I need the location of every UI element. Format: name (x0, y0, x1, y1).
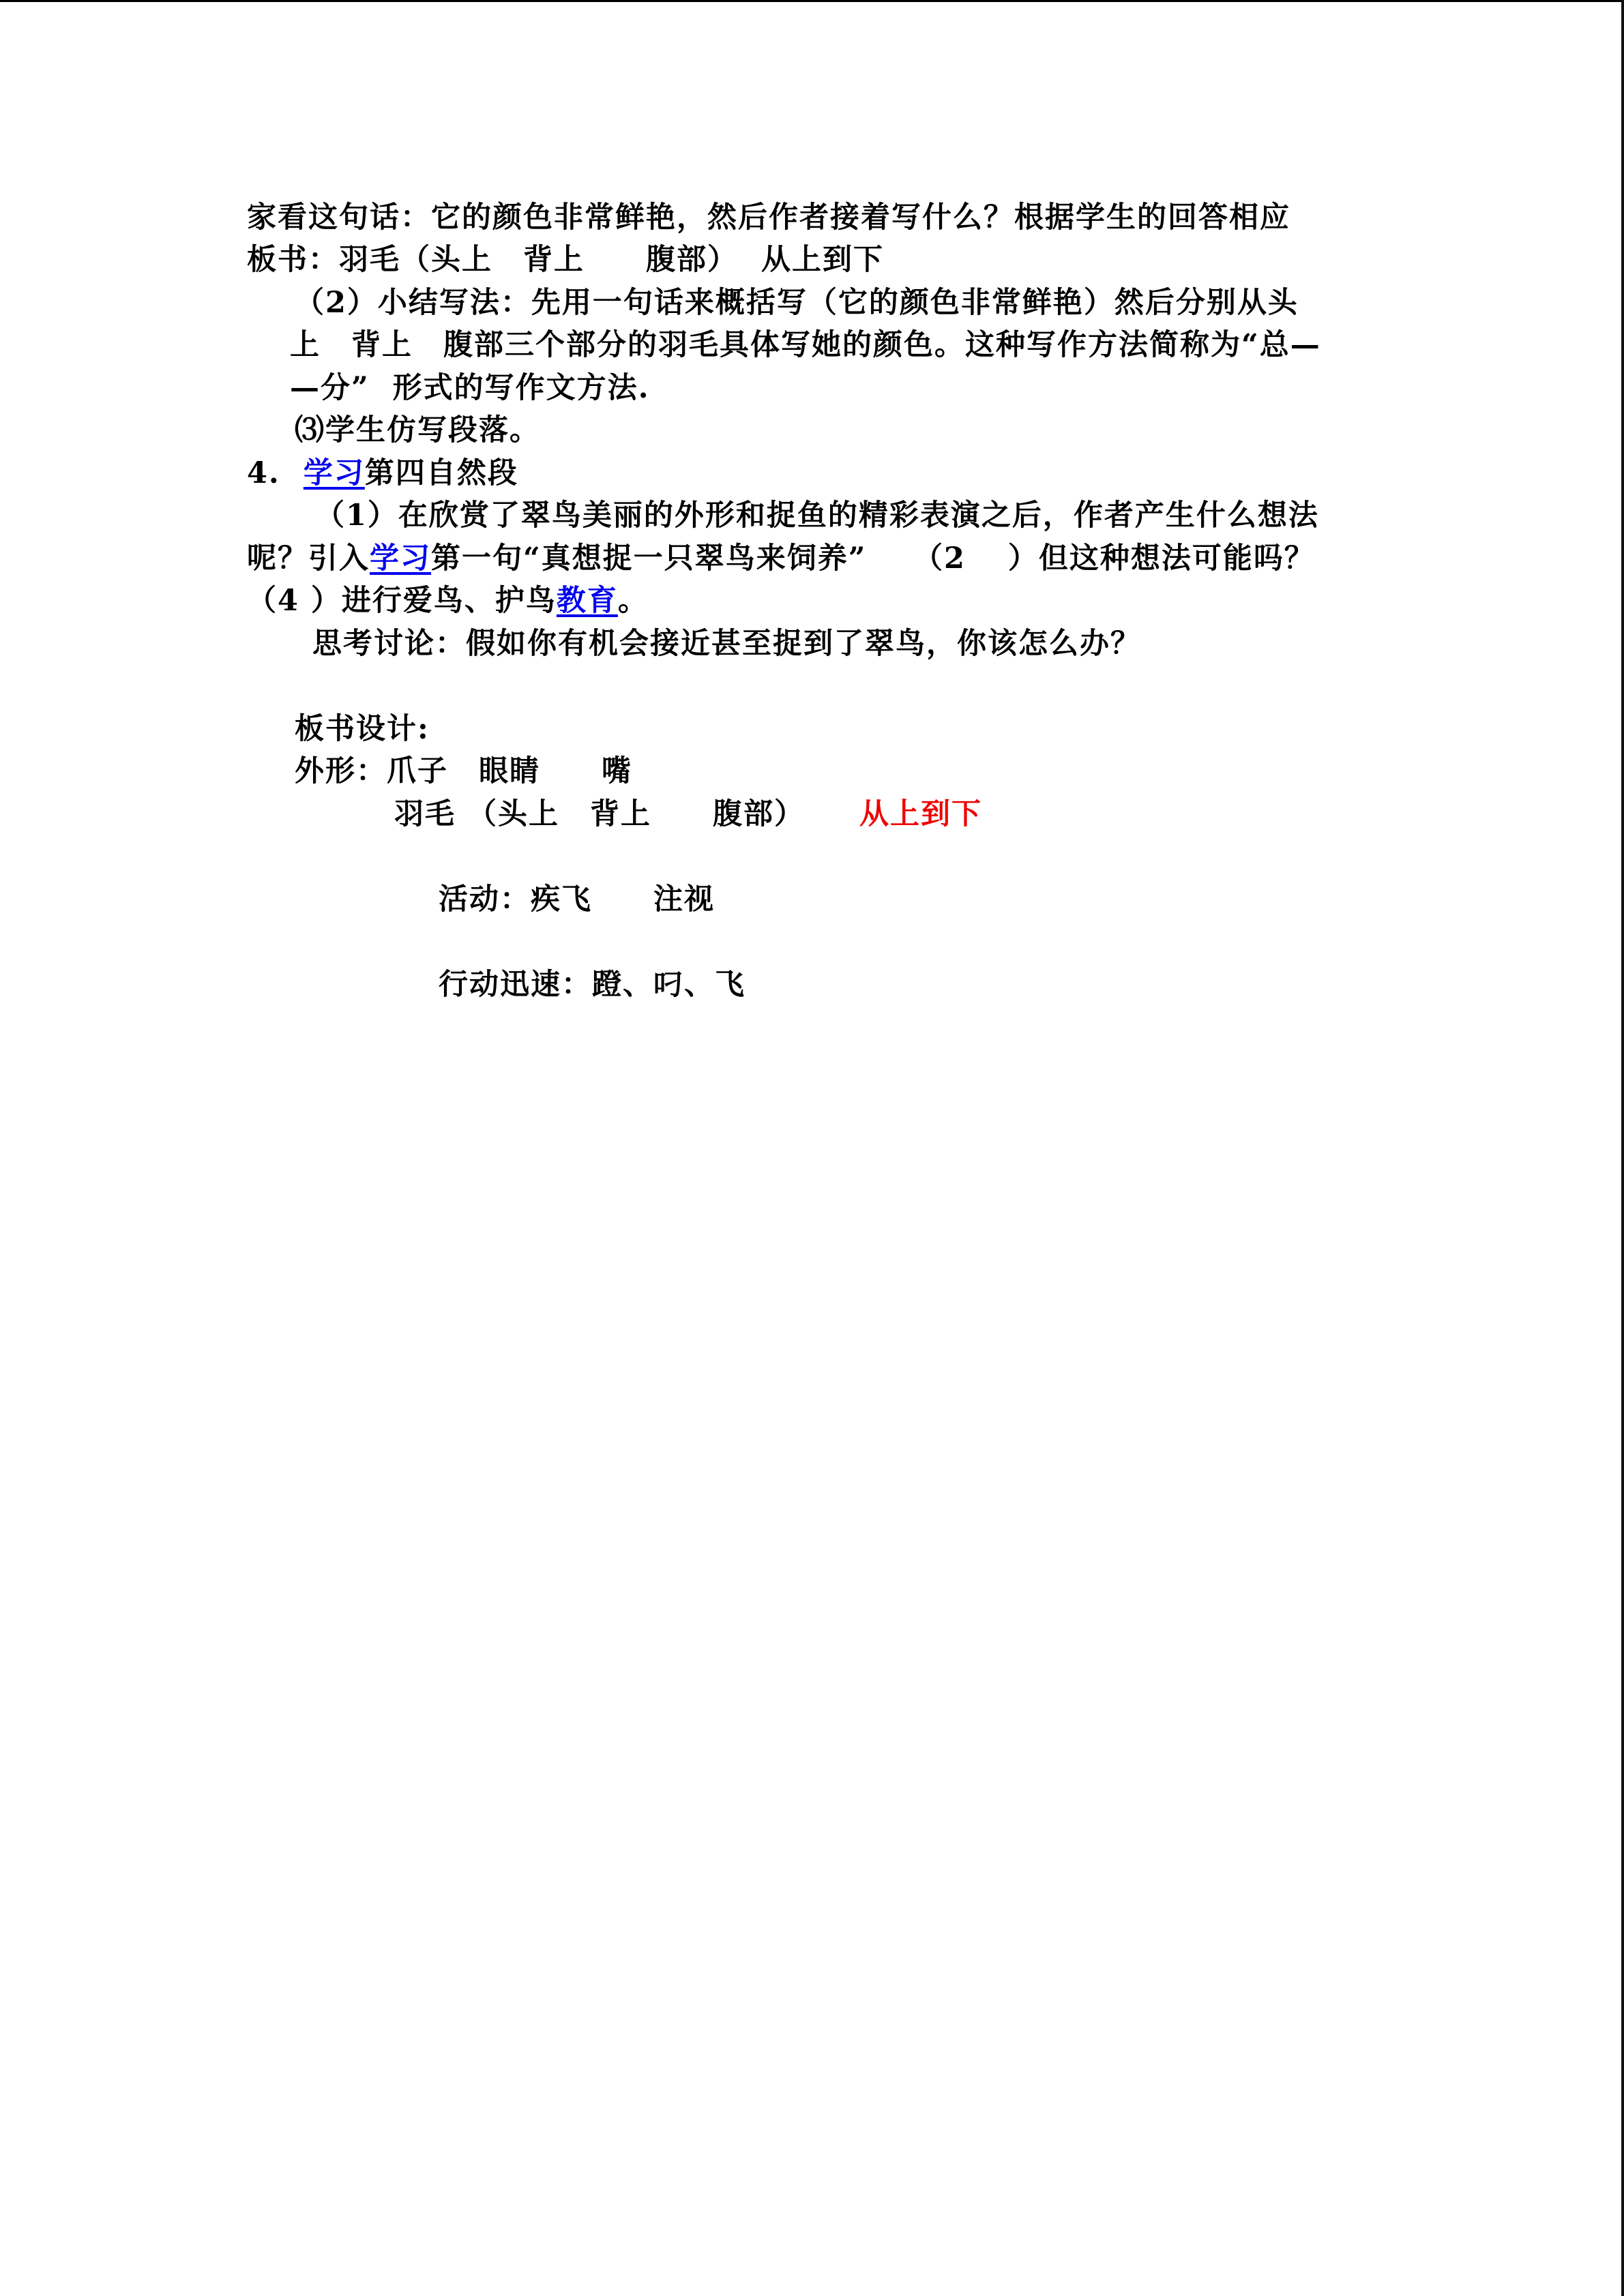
text-line-2: 板书：羽毛（头上 背上 腹部） 从上到下 (247, 243, 884, 277)
text-line-10 (247, 586, 649, 616)
board-design-title: 板书设计: (295, 712, 430, 746)
board-activity: 活动：疾飞 注视 (439, 882, 715, 916)
text-line-11: 思考讨论：假如你有机会接近甚至捉到了翠鸟，你该怎么办？ (312, 627, 1141, 661)
text-line-9-start: 呢？引入 (247, 541, 370, 576)
board-feathers-text: 羽毛 （头上 背上 腹部） (394, 797, 805, 831)
text-line-1: 家看这句话：它的颜色非常鲜艳，然后作者接着写什么？根据学生的回答相应 (247, 200, 1290, 235)
page-right-border (1621, 0, 1624, 2296)
section-number: 4. (247, 456, 304, 490)
board-feathers (394, 797, 982, 831)
text-line-6: ⑶学生仿写段落。 (295, 413, 540, 447)
text-line-9-end: 第一句“真想捉一只翠鸟来饲养” （2 ）但这种想法可能吗？ (431, 541, 1315, 576)
text-line-8: （1）在欣赏了翠鸟美丽的外形和捉鱼的精彩表演之后，作者产生什么想法 (315, 498, 1319, 533)
section-title: 第四自然段 (364, 456, 518, 490)
board-action: 行动迅速：蹬、叼、飞 (439, 968, 745, 1002)
study-link-2[interactable]: 学习 (370, 541, 431, 576)
text-line-10-start: （4 ）进行爱鸟、护鸟 (247, 584, 557, 618)
section-4-heading (247, 456, 518, 490)
text-line-5: —分” 形式的写作文方法. (290, 371, 650, 405)
text-line-9 (247, 541, 1315, 576)
text-line-3: （2）小结写法：先用一句话来概括写（它的颜色非常鲜艳）然后分别从头 (295, 286, 1299, 320)
board-appearance: 外形：爪子 眼睛 嘴 (295, 754, 632, 788)
education-link[interactable]: 教育 (556, 584, 618, 618)
text-line-10-end: 。 (617, 584, 649, 618)
study-link[interactable]: 学习 (303, 456, 365, 490)
text-line-4: 上 背上 腹部三个部分的羽毛具体写她的颜色。这种写作方法简称为“总— (290, 328, 1321, 362)
page-top-border (0, 0, 1624, 2)
board-order-highlight: 从上到下 (859, 797, 982, 831)
